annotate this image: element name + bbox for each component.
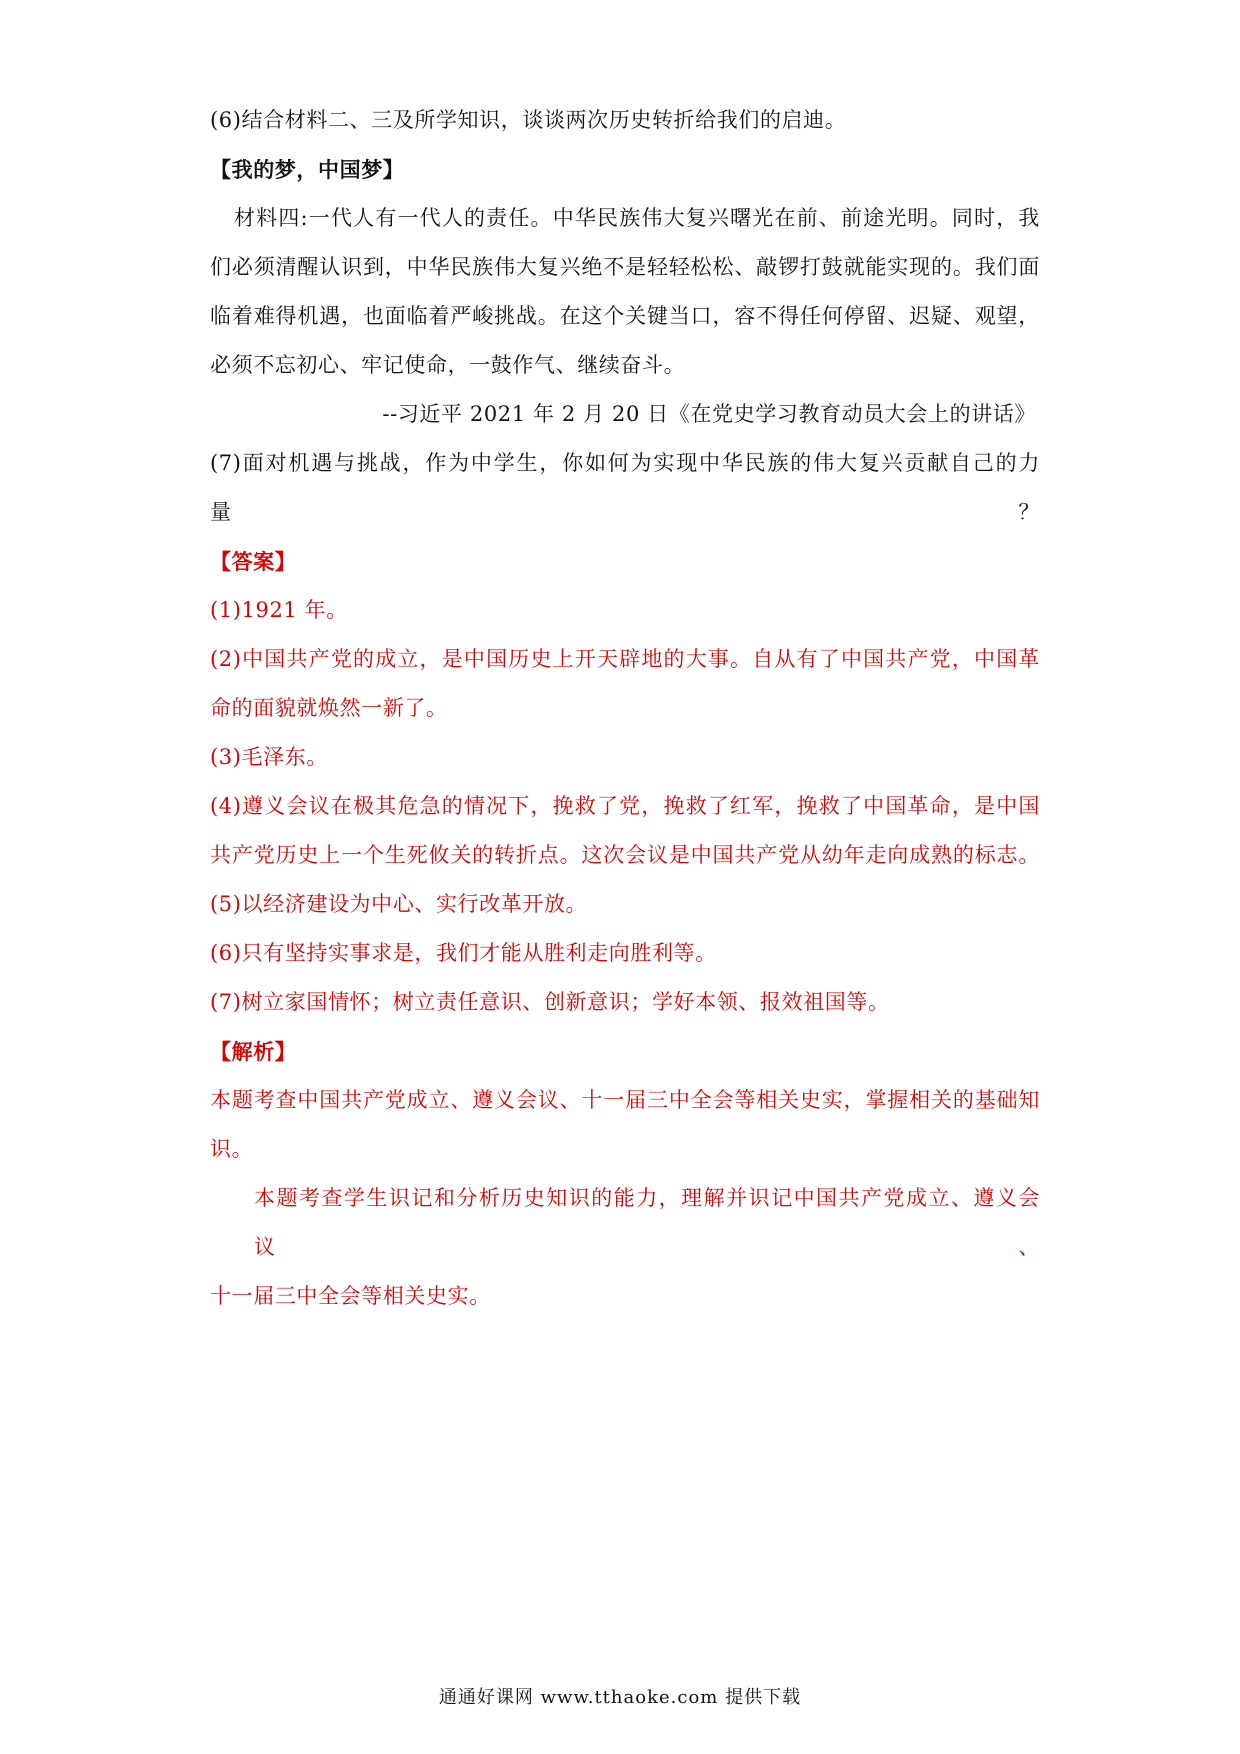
answer-4-line-1: (4)遵义会议在极其危急的情况下，挽救了党，挽救了红军，挽救了中国革命，是中国 (210, 794, 1040, 818)
answer-4-line-2: 共产党历史上一个生死攸关的转折点。这次会议是中国共产党从幼年走向成熟的标志。 (210, 843, 1040, 867)
answer-2-line-1: (2)中国共产党的成立，是中国历史上开天辟地的大事。自从有了中国共产党，中国革 (210, 647, 1040, 671)
answer-7: (7)树立家国情怀；树立责任意识、创新意识；学好本领、报效祖国等。 (210, 990, 890, 1014)
answer-1: (1)1921 年。 (210, 598, 348, 622)
material-4-line-4: 必须不忘初心、牢记使命，一鼓作气、继续奋斗。 (210, 353, 686, 377)
question-7: (7)面对机遇与挑战，作为中学生，你如何为实现中华民族的伟大复兴贡献自己的力量？ (210, 451, 1040, 524)
material-4-line-1: 材料四:一代人有一代人的责任。中华民族伟大复兴曙光在前、前途光明。同时，我 (234, 206, 1040, 230)
material-4-line-3: 临着难得机遇，也面临着严峻挑战。在这个关键当口，容不得任何停留、迟疑、观望， (210, 304, 1040, 328)
answer-heading: 【答案】 (210, 549, 297, 574)
analysis-line-2: 识。 (210, 1137, 254, 1161)
analysis-line-3: 本题考查学生识记和分析历史知识的能力，理解并识记中国共产党成立、遵义会议、 (254, 1186, 1040, 1259)
answer-5: (5)以经济建设为中心、实行改革开放。 (210, 892, 588, 916)
answer-6: (6)只有坚持实事求是，我们才能从胜利走向胜利等。 (210, 941, 717, 965)
question-6: (6)结合材料二、三及所学知识，谈谈两次历史转折给我们的启迪。 (210, 108, 847, 132)
analysis-line-4: 十一届三中全会等相关史实。 (210, 1284, 491, 1308)
analysis-heading: 【解析】 (210, 1039, 297, 1064)
document-body (210, 96, 1040, 1321)
page-footer: 通通好课网 www.tthaoke.com 提供下载 (438, 1687, 802, 1708)
answer-3: (3)毛泽东。 (210, 745, 328, 769)
answer-2-line-2: 命的面貌就焕然一新了。 (210, 696, 448, 720)
citation: --习近平 2021 年 2 月 20 日《在党史学习教育动员大会上的讲话》 (382, 402, 1036, 426)
material-4-line-2: 们必须清醒认识到，中华民族伟大复兴绝不是轻轻松松、敲锣打鼓就能实现的。我们面 (210, 255, 1040, 279)
analysis-line-1: 本题考查中国共产党成立、遵义会议、十一届三中全会等相关史实，掌握相关的基础知 (210, 1088, 1040, 1112)
section-heading: 【我的梦，中国梦】 (210, 157, 405, 182)
